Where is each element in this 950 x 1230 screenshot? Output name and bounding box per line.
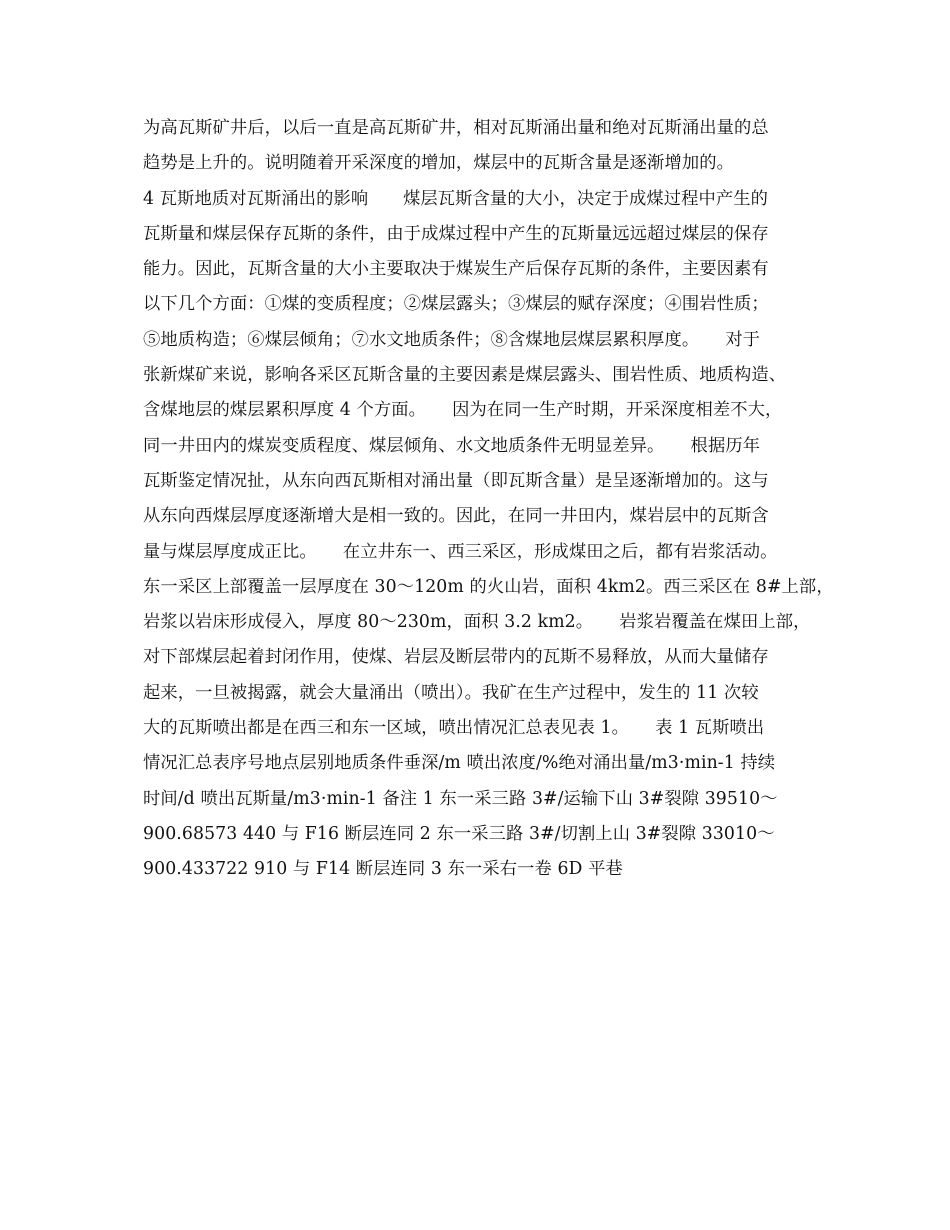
text-line: 张新煤矿来说，影响各采区瓦斯含量的主要因素是煤层露头、围岩性质、地质构造、 [143,365,787,386]
text-line: 以下几个方面：①煤的变质程度；②煤层露头；③煤层的赋存深度；④围岩性质； [143,294,769,315]
text-line: 从东向西煤层厚度逐渐增大是相一致的。因此，在同一井田内，煤岩层中的瓦斯含 [143,506,769,527]
text-line: 含煤地层的煤层累积厚度 4 个方面。 因为在同一生产时期，开采深度相差不大， [143,400,783,421]
text-line: 900.68573 440 与 F16 断层连同 2 东一采三路 3#/切割上山 3#裂隙 33010～ [143,823,775,844]
text-line: 能力。因此，瓦斯含量的大小主要取决于煤炭生产后保存瓦斯的条件，主要因素有 [143,259,769,280]
text-line: 为高瓦斯矿井后，以后一直是高瓦斯矿井，相对瓦斯涌出量和绝对瓦斯涌出量的总 [143,118,769,138]
text-line: 900.433722 910 与 F14 断层连同 3 东一采右一卷 6D 平巷 [143,859,623,880]
text-line: 趋势是上升的。说明随着开采深度的增加，煤层中的瓦斯含量是逐渐增加的。 [143,153,734,174]
text-line: 瓦斯鉴定情况扯，从东向西瓦斯相对涌出量（即瓦斯含量）是呈逐渐增加的。这与 [143,470,769,491]
text-line: 同一井田内的煤炭变质程度、煤层倾角、水文地质条件无明显差异。 根据历年 [143,435,761,456]
text-line: 时间/d 喷出瓦斯量/m3·min-1 备注 1 东一采三路 3#/运输下山 3#裂隙 39510～ [143,788,778,809]
text-line: 大的瓦斯喷出都是在西三和东一区域，喷出情况汇总表见表 1。 表 1 瓦斯喷出 [143,718,765,739]
text-line: 岩浆以岩床形成侵入，厚度 80～230m，面积 3.2 km2。 岩浆岩覆盖在煤田上部， [143,612,811,633]
text-line: ⑤地质构造；⑥煤层倾角；⑦水文地质条件；⑧含煤地层煤层累积厚度。 对于 [143,329,761,350]
text-line: 东一采区上部覆盖一层厚度在 30～120m 的火山岩，面积 4km2。西三采区在 8#上部， [143,576,834,597]
text-line: 起来，一旦被揭露，就会大量涌出（喷出）。我矿在生产过程中，发生的 11 次较 [143,682,759,703]
text-line: 4 瓦斯地质对瓦斯涌出的影响 煤层瓦斯含量的大小，决定于成煤过程中产生的 [143,188,769,209]
text-line: 对下部煤层起着封闭作用，使煤、岩层及断层带内的瓦斯不易释放，从而大量储存 [143,647,769,668]
body-text [143,111,834,888]
text-line: 情况汇总表序号地点层别地质条件垂深/m 喷出浓度/%绝对涌出量/m3·min-1 持续 [143,753,776,774]
text-line: 量与煤层厚度成正比。 在立井东一、西三采区，形成煤田之后，都有岩浆活动。 [143,541,778,562]
text-line: 瓦斯量和煤层保存瓦斯的条件，由于成煤过程中产生的瓦斯量远远超过煤层的保存 [143,223,769,244]
